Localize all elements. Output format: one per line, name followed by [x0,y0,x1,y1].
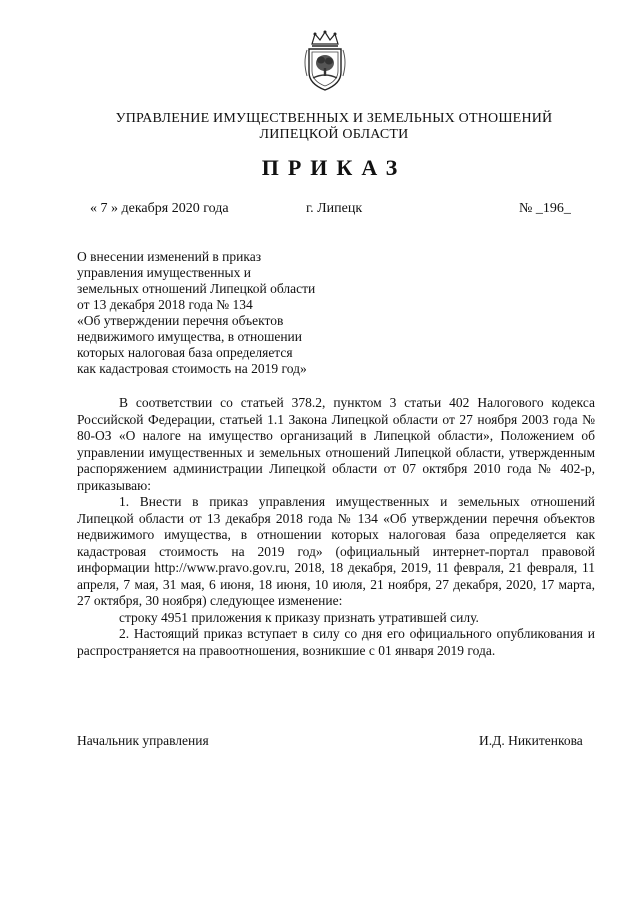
subject-line: от 13 декабря 2018 года № 134 [77,297,253,312]
document-body [77,395,595,659]
subject-line: О внесении изменений в приказ [77,249,262,264]
document-subject [77,249,347,377]
subject-line: земельных отношений Липецкой области [77,281,316,296]
clause-2-paragraph: 2. Настоящий приказ вступает в силу со дня его официального опубликования и распространяется на правоотношения, возникшие с 01 января 2019 года. [77,626,595,658]
organization-name-line1: УПРАВЛЕНИЕ ИМУЩЕСТВЕННЫХ И ЗЕМЕЛЬНЫХ ОТНОШЕНИЙ [115,111,553,126]
document-city: г. Липецк [306,201,363,216]
clause-1-paragraph: 1. Внести в приказ управления имущественных и земельных отношений Липецкой области от 13 декабря 2018 года № 134 «Об утверждении перечня объектов недвижимого имущества, в отношении которых налоговая база определяется как кадастровая стоимость на 2019 год» (официальный интернет-портал правовой информации http://www.pravo.gov.ru, 2018, 18 декабря, 2019, 11 февраля, 21 февраля, 11 апреля, 7 мая, 31 мая, 6 июня, 18 июня, 10 июля, 21 ноября, 27 декабря, 2020, 17 марта, 27 октября, 30 ноября) следующее изменение: [77,494,595,608]
signatory-position: Начальник управления [77,733,209,748]
signatory-name: И.Д. Никитенкова [479,733,583,748]
document-number: № _196_ [519,201,571,216]
lipetsk-coat-of-arms-icon [301,30,349,94]
subject-line: недвижимого имущества, в отношении [77,329,303,344]
preamble-paragraph: В соответствии со статьей 378.2, пунктом 3 статьи 402 Налогового кодекса Российской Федерации, статьей 1.1 Закона Липецкой области от 27 ноября 2003 года № 80-ОЗ «О налоге на имущество организаций в Липецкой области», Положением об управлении имущественных и земельных отношений Липецкой области, утвержденным распоряжением администрации Липецкой области от 07 октября 2010 года № 402-р, приказываю: [77,395,595,493]
subject-line: управления имущественных и [77,265,251,280]
subject-line: которых налоговая база определяется [77,345,293,360]
subject-line: как кадастровая стоимость на 2019 год» [77,361,307,376]
clause-1-change-paragraph: строку 4951 приложения к приказу признать утратившей силу. [119,609,479,625]
organization-name-line2: ЛИПЕЦКОЙ ОБЛАСТИ [259,127,409,142]
document-date: « 7 » декабря 2020 года [90,201,229,216]
subject-line: «Об утверждении перечня объектов [77,313,284,328]
document-title: ПРИКАЗ [261,155,407,180]
